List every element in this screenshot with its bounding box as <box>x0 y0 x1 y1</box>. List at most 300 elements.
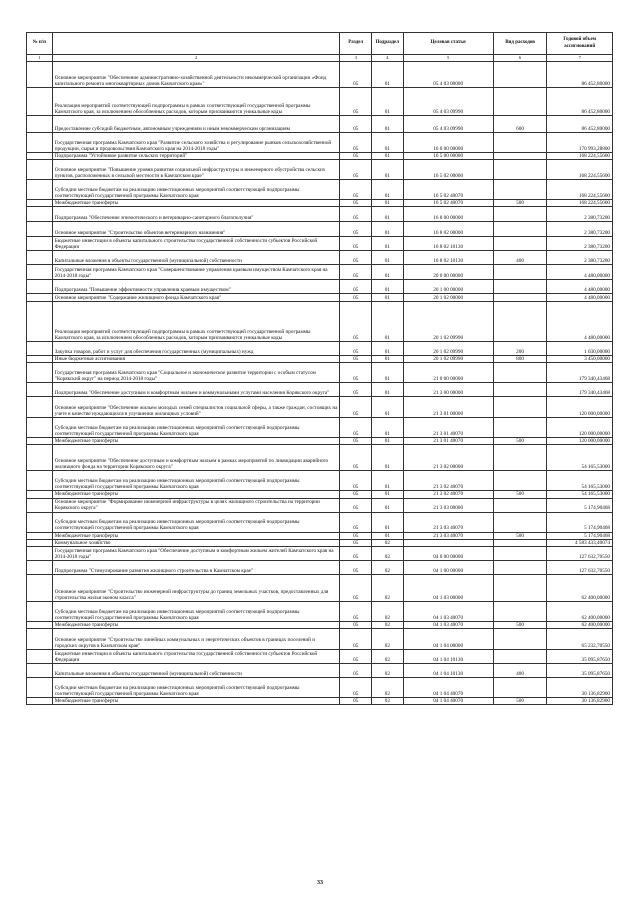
row-name-cell: Государственная программа Камчатского края "Совершенствование управления краевым имуществом Камчатского края на 2014-2018 годы" <box>52 265 340 280</box>
row-amount-cell: 179 340,43468 <box>547 383 613 397</box>
row-target-cell: 05 4 03 00000 <box>403 62 493 88</box>
row-subsection-cell: 01 <box>372 160 404 180</box>
table-row <box>27 62 613 88</box>
row-num-cell <box>27 207 53 222</box>
row-target-cell: 21 0 00 00000 <box>403 363 493 383</box>
row-type-cell <box>493 601 547 621</box>
row-subsection-cell: 02 <box>372 539 404 546</box>
header-section: Раздел <box>340 33 372 55</box>
row-name-cell: Подпрограмма "Устойчивое развитие сельских территорий" <box>52 153 340 160</box>
row-num-cell <box>27 363 53 383</box>
row-num-cell <box>27 512 53 532</box>
row-subsection-cell: 01 <box>372 153 404 160</box>
row-target-cell: 16 8 02 10130 <box>403 251 493 265</box>
row-target-cell: 16 5 02 40070 <box>403 200 493 207</box>
table-row <box>27 265 613 280</box>
table-row <box>27 438 613 445</box>
row-amount-cell: 35 095,87650 <box>547 649 613 663</box>
row-amount-cell: 2 380,73200 <box>547 237 613 251</box>
row-num-cell <box>27 180 53 200</box>
row-amount-cell: 86 452,80000 <box>547 116 613 133</box>
row-amount-cell: 5 174,90468 <box>547 498 613 512</box>
row-section-cell: 05 <box>340 153 372 160</box>
row-type-cell <box>493 207 547 222</box>
row-subsection-cell: 02 <box>372 677 404 697</box>
table-row <box>27 621 613 628</box>
table-row <box>27 601 613 621</box>
row-subsection-cell: 01 <box>372 265 404 280</box>
row-num-cell <box>27 649 53 663</box>
budget-table <box>26 32 613 705</box>
row-type-cell: 500 <box>493 532 547 539</box>
table-row <box>27 180 613 200</box>
row-target-cell: 20 1 00 00000 <box>403 280 493 294</box>
row-name-cell: Основное мероприятие "Содержание жилищного фонда Камчатского края" <box>52 294 340 302</box>
row-num-cell <box>27 265 53 280</box>
row-name-cell: Межбюджетные трансферты <box>52 621 340 628</box>
row-section-cell: 05 <box>340 222 372 237</box>
row-subsection-cell: 01 <box>372 418 404 438</box>
row-subsection-cell: 01 <box>372 294 404 302</box>
table-row <box>27 418 613 438</box>
column-number: 4 <box>372 55 404 62</box>
table-row <box>27 498 613 512</box>
table-row <box>27 649 613 663</box>
row-num-cell <box>27 621 53 628</box>
row-subsection-cell: 01 <box>372 471 404 491</box>
row-type-cell <box>493 62 547 88</box>
row-subsection-cell: 02 <box>372 574 404 601</box>
row-num-cell <box>27 628 53 649</box>
row-amount-cell: 2 380,73200 <box>547 222 613 237</box>
table-row <box>27 512 613 532</box>
row-name-cell: Бюджетные инвестиции в объекты капитального строительства государственной собственности субъектов Российской Федерации <box>52 237 340 251</box>
row-section-cell: 05 <box>340 560 372 574</box>
row-amount-cell: 86 452,80000 <box>547 62 613 88</box>
table-row <box>27 280 613 294</box>
row-target-cell: 21 3 02 40070 <box>403 471 493 491</box>
row-num-cell <box>27 160 53 180</box>
row-section-cell: 05 <box>340 621 372 628</box>
row-amount-cell: 5 174,90468 <box>547 512 613 532</box>
row-target-cell: 21 3 01 40070 <box>403 438 493 445</box>
row-name-cell: Субсидии местным бюджетам на реализацию инвестиционных мероприятий соответствующей подпрограммы соответствующей государственной программы Камчатского края <box>52 677 340 697</box>
row-section-cell: 05 <box>340 200 372 207</box>
table-row <box>27 207 613 222</box>
row-section-cell: 05 <box>340 180 372 200</box>
row-num-cell <box>27 397 53 418</box>
header-target: Целевая статья <box>403 33 493 55</box>
row-num-cell <box>27 280 53 294</box>
table-row <box>27 677 613 697</box>
row-section-cell: 05 <box>340 237 372 251</box>
row-section-cell: 05 <box>340 383 372 397</box>
row-target-cell: 04 1 04 10130 <box>403 649 493 663</box>
row-target-cell: 16 0 00 00000 <box>403 133 493 153</box>
row-section-cell: 05 <box>340 677 372 697</box>
row-type-cell: 400 <box>493 663 547 677</box>
row-amount-cell: 30 136,82900 <box>547 677 613 697</box>
row-type-cell <box>493 363 547 383</box>
row-type-cell <box>493 560 547 574</box>
row-subsection-cell: 01 <box>372 383 404 397</box>
row-num-cell <box>27 302 53 342</box>
row-amount-cell: 127 632,70550 <box>547 560 613 574</box>
row-num-cell <box>27 237 53 251</box>
row-name-cell: Основное мероприятие "Обеспечение административно-хозяйственной деятельности некоммерческой организации «Фонд капитального ремонта многоквартирных домов Камчатского края»" <box>52 62 340 88</box>
row-target-cell: 21 3 03 00000 <box>403 498 493 512</box>
row-type-cell: 500 <box>493 200 547 207</box>
row-section-cell: 05 <box>340 445 372 471</box>
row-subsection-cell: 02 <box>372 628 404 649</box>
row-subsection-cell: 01 <box>372 512 404 532</box>
row-num-cell <box>27 677 53 697</box>
row-subsection-cell: 02 <box>372 663 404 677</box>
row-section-cell: 05 <box>340 88 372 116</box>
row-type-cell: 800 <box>493 356 547 363</box>
row-amount-cell: 86 452,80000 <box>547 88 613 116</box>
row-name-cell: Закупка товаров, работ и услуг для обеспечения государственных (муниципальных) нужд <box>52 342 340 356</box>
row-num-cell <box>27 356 53 363</box>
table-row <box>27 222 613 237</box>
row-amount-cell: 168 224,55600 <box>547 153 613 160</box>
row-num-cell <box>27 560 53 574</box>
row-num-cell <box>27 438 53 445</box>
row-amount-cell: 179 340,43468 <box>547 363 613 383</box>
row-name-cell: Подпрограмма "Обеспечение эпизоотического и ветеринарно-санитарного благополучия" <box>52 207 340 222</box>
row-name-cell: Основное мероприятие "Повышение уровня развития социальной инфраструктуры и инженерного обустройства сельских пунктов, расположенных в сельской местности в Камчатском крае" <box>52 160 340 180</box>
row-target-cell: 21 3 03 40070 <box>403 512 493 532</box>
row-amount-cell: 120 000,00000 <box>547 418 613 438</box>
table-row <box>27 88 613 116</box>
row-amount-cell: 4 480,00000 <box>547 280 613 294</box>
row-name-cell: Капитальные вложения в объекты государственной (муниципальной) собственности <box>52 251 340 265</box>
row-amount-cell: 30 136,82900 <box>547 697 613 704</box>
row-num-cell <box>27 539 53 546</box>
row-section-cell: 05 <box>340 546 372 560</box>
row-num-cell <box>27 532 53 539</box>
row-type-cell <box>493 294 547 302</box>
table-row <box>27 363 613 383</box>
row-num-cell <box>27 62 53 88</box>
row-target-cell: 20 1 02 09990 <box>403 356 493 363</box>
row-subsection-cell: 02 <box>372 697 404 704</box>
row-type-cell <box>493 265 547 280</box>
row-name-cell: Основное мероприятие "Строительство объектов ветеринарного назначения" <box>52 222 340 237</box>
row-subsection-cell: 01 <box>372 180 404 200</box>
row-amount-cell: 2 380,73200 <box>547 251 613 265</box>
row-type-cell <box>493 180 547 200</box>
row-target-cell: 21 3 01 40070 <box>403 418 493 438</box>
table-row <box>27 445 613 471</box>
row-subsection-cell: 01 <box>372 133 404 153</box>
row-section-cell: 05 <box>340 663 372 677</box>
row-type-cell: 500 <box>493 491 547 498</box>
row-type-cell <box>493 160 547 180</box>
column-number-row <box>27 55 613 62</box>
row-target-cell: 16 5 02 00000 <box>403 160 493 180</box>
row-subsection-cell: 02 <box>372 621 404 628</box>
row-type-cell <box>493 302 547 342</box>
row-num-cell <box>27 342 53 356</box>
row-section-cell: 05 <box>340 628 372 649</box>
row-target-cell: 21 3 02 00000 <box>403 445 493 471</box>
row-subsection-cell: 02 <box>372 546 404 560</box>
column-number: 5 <box>403 55 493 62</box>
row-section-cell: 05 <box>340 207 372 222</box>
header-type: Вид расходов <box>493 33 547 55</box>
row-type-cell <box>493 512 547 532</box>
row-type-cell <box>493 237 547 251</box>
table-body <box>27 62 613 705</box>
row-name-cell: Капитальные вложения в объекты государственной (муниципальной) собственности <box>52 663 340 677</box>
row-target-cell: 04 1 04 10130 <box>403 663 493 677</box>
row-amount-cell: 54 165,53000 <box>547 445 613 471</box>
row-section-cell: 05 <box>340 532 372 539</box>
column-number: 1 <box>27 55 53 62</box>
row-num-cell <box>27 153 53 160</box>
row-type-cell <box>493 222 547 237</box>
row-target-cell: 04 1 04 00000 <box>403 628 493 649</box>
row-name-cell: Основное мероприятие "Формирование инженерной инфраструктуры в целях жилищного строительства на территории Корякского округа" <box>52 498 340 512</box>
table-row <box>27 397 613 418</box>
header-amount: Годовой объем ассигнований <box>547 33 613 55</box>
row-type-cell: 400 <box>493 251 547 265</box>
row-name-cell: Субсидии местным бюджетам на реализацию инвестиционных мероприятий соответствующей подпрограммы соответствующей государственной программы Камчатского края <box>52 601 340 621</box>
row-section-cell: 05 <box>340 62 372 88</box>
row-amount-cell: 4 583 433,40074 <box>547 539 613 546</box>
row-section-cell: 05 <box>340 265 372 280</box>
row-target-cell: 05 4 03 09990 <box>403 88 493 116</box>
row-target-cell: 16 8 02 00000 <box>403 222 493 237</box>
row-name-cell: Государственная программа Камчатского края "Развитие сельского хозяйства и регулирование рынков сельскохозяйственной продукции, сырья и продовольствия Камчатского края на 2014-2018 годы" <box>52 133 340 153</box>
row-subsection-cell: 01 <box>372 498 404 512</box>
row-name-cell: Основное мероприятие "Обеспечение доступным и комфортным жильем в рамках мероприятий по ликвидации аварийного жилищного фонда на территории Корякского округа" <box>52 445 340 471</box>
row-type-cell <box>493 383 547 397</box>
table-row <box>27 356 613 363</box>
row-num-cell <box>27 601 53 621</box>
row-type-cell <box>493 498 547 512</box>
row-name-cell: Субсидии местным бюджетам на реализацию инвестиционных мероприятий соответствующей подпрограммы соответствующей государственной программы Камчатского края <box>52 180 340 200</box>
table-row <box>27 237 613 251</box>
row-section-cell: 05 <box>340 601 372 621</box>
row-section-cell: 05 <box>340 574 372 601</box>
row-subsection-cell: 01 <box>372 251 404 265</box>
column-number: 6 <box>493 55 547 62</box>
row-target-cell: 21 3 02 40070 <box>403 491 493 498</box>
table-row <box>27 560 613 574</box>
row-subsection-cell: 01 <box>372 397 404 418</box>
budget-table-page <box>26 32 613 705</box>
row-target-cell: 20 1 02 00000 <box>403 294 493 302</box>
row-type-cell <box>493 574 547 601</box>
row-target-cell: 20 0 00 00000 <box>403 265 493 280</box>
row-name-cell: Иные бюджетные ассигнования <box>52 356 340 363</box>
row-type-cell <box>493 418 547 438</box>
row-section-cell: 05 <box>340 294 372 302</box>
row-type-cell <box>493 546 547 560</box>
row-target-cell: 20 1 02 09990 <box>403 302 493 342</box>
table-row <box>27 471 613 491</box>
row-num-cell <box>27 294 53 302</box>
row-amount-cell: 35 095,87650 <box>547 663 613 677</box>
row-subsection-cell: 01 <box>372 62 404 88</box>
row-target-cell: 16 5 00 00000 <box>403 153 493 160</box>
row-section-cell: 05 <box>340 160 372 180</box>
row-amount-cell: 168 224,55600 <box>547 180 613 200</box>
row-name-cell: Субсидии местным бюджетам на реализацию инвестиционных мероприятий соответствующей подпрограммы соответствующей государственной программы Камчатского края <box>52 418 340 438</box>
row-name-cell: Реализация мероприятий соответствующей подпрограммы в рамках соответствующей государственной программы Камчатского края, за исключением обособленных расходов, которым присваиваются уникальные коды <box>52 302 340 342</box>
row-name-cell: Субсидии местным бюджетам на реализацию инвестиционных мероприятий соответствующей подпрограммы соответствующей государственной программы Камчатского края <box>52 512 340 532</box>
row-target-cell: 16 8 02 10130 <box>403 237 493 251</box>
row-subsection-cell: 01 <box>372 302 404 342</box>
table-row <box>27 200 613 207</box>
table-row <box>27 153 613 160</box>
row-subsection-cell: 01 <box>372 88 404 116</box>
row-num-cell <box>27 200 53 207</box>
row-subsection-cell: 02 <box>372 649 404 663</box>
row-amount-cell: 3 450,00000 <box>547 356 613 363</box>
row-amount-cell: 54 165,53000 <box>547 471 613 491</box>
row-name-cell: Субсидии местным бюджетам на реализацию инвестиционных мероприятий соответствующей подпрограммы соответствующей государственной программы Камчатского края <box>52 471 340 491</box>
row-name-cell: Межбюджетные трансферты <box>52 697 340 704</box>
column-number: 2 <box>52 55 340 62</box>
table-row <box>27 342 613 356</box>
row-num-cell <box>27 663 53 677</box>
row-num-cell <box>27 383 53 397</box>
row-target-cell: 16 5 02 40070 <box>403 180 493 200</box>
row-subsection-cell: 01 <box>372 342 404 356</box>
row-section-cell: 05 <box>340 512 372 532</box>
row-type-cell <box>493 153 547 160</box>
row-target-cell: 04 1 03 40070 <box>403 621 493 628</box>
row-type-cell <box>493 445 547 471</box>
row-section-cell: 05 <box>340 471 372 491</box>
row-section-cell: 05 <box>340 498 372 512</box>
row-section-cell: 05 <box>340 342 372 356</box>
row-target-cell: 20 1 02 09990 <box>403 342 493 356</box>
row-target-cell: 04 0 00 00000 <box>403 546 493 560</box>
row-amount-cell: 120 000,00000 <box>547 438 613 445</box>
row-type-cell: 500 <box>493 621 547 628</box>
row-type-cell <box>493 539 547 546</box>
row-target-cell: 21 3 03 40070 <box>403 532 493 539</box>
row-name-cell: Основное мероприятие "Строительство линейных коммунальных и энергетических объектов в границах поселений и городских округов в Камчатском крае" <box>52 628 340 649</box>
row-type-cell <box>493 88 547 116</box>
row-section-cell: 05 <box>340 251 372 265</box>
table-row <box>27 532 613 539</box>
row-section-cell: 05 <box>340 697 372 704</box>
row-subsection-cell: 01 <box>372 491 404 498</box>
row-section-cell: 05 <box>340 116 372 133</box>
row-target-cell: 04 1 04 40070 <box>403 677 493 697</box>
table-row <box>27 383 613 397</box>
row-section-cell: 05 <box>340 491 372 498</box>
row-target-cell <box>403 539 493 546</box>
row-section-cell: 05 <box>340 649 372 663</box>
row-section-cell: 05 <box>340 302 372 342</box>
row-target-cell: 21 3 01 00000 <box>403 397 493 418</box>
row-num-cell <box>27 222 53 237</box>
table-row <box>27 116 613 133</box>
table-header-row <box>27 33 613 55</box>
row-amount-cell: 1 030,00000 <box>547 342 613 356</box>
row-subsection-cell: 01 <box>372 532 404 539</box>
row-name-cell: Основное мероприятие "Обеспечение жильем молодых семей специалистов социальной сферы, а также граждан, состоящих на учете в качестве нуждающихся в улучшении жилищных условий" <box>52 397 340 418</box>
table-row <box>27 628 613 649</box>
row-num-cell <box>27 574 53 601</box>
table-row <box>27 697 613 704</box>
row-num-cell <box>27 418 53 438</box>
row-type-cell <box>493 280 547 294</box>
row-num-cell <box>27 445 53 471</box>
row-amount-cell: 168 224,55600 <box>547 160 613 180</box>
row-name-cell: Межбюджетные трансферты <box>52 532 340 539</box>
table-row <box>27 574 613 601</box>
row-type-cell: 500 <box>493 697 547 704</box>
row-subsection-cell: 01 <box>372 445 404 471</box>
row-amount-cell: 2 380,73200 <box>547 207 613 222</box>
column-number: 3 <box>340 55 372 62</box>
row-name-cell: Реализация мероприятий соответствующей подпрограммы в рамках соответствующей государственной программы Камчатского края, за исключением обособленных расходов, которым присваиваются уникальные коды <box>52 88 340 116</box>
row-subsection-cell: 01 <box>372 207 404 222</box>
table-row <box>27 302 613 342</box>
row-amount-cell: 168 224,55600 <box>547 200 613 207</box>
row-section-cell: 05 <box>340 363 372 383</box>
header-num: № п/п <box>27 33 53 55</box>
table-row <box>27 663 613 677</box>
row-section-cell: 05 <box>340 539 372 546</box>
row-target-cell: 04 1 03 40070 <box>403 601 493 621</box>
row-type-cell <box>493 649 547 663</box>
row-name-cell: Подпрограмма "Повышение эффективности управления краевым имуществом" <box>52 280 340 294</box>
row-target-cell: 04 1 04 40070 <box>403 697 493 704</box>
table-row <box>27 160 613 180</box>
row-amount-cell: 4 480,00000 <box>547 302 613 342</box>
row-amount-cell: 62 400,00000 <box>547 621 613 628</box>
row-subsection-cell: 01 <box>372 222 404 237</box>
row-subsection-cell: 01 <box>372 237 404 251</box>
row-section-cell: 05 <box>340 418 372 438</box>
row-target-cell: 04 1 00 00000 <box>403 560 493 574</box>
row-num-cell <box>27 116 53 133</box>
row-name-cell: Государственная программа Камчатского края "Обеспечение доступным и комфортным жильем жителей Камчатского края на 2014-2018 годы" <box>52 546 340 560</box>
row-type-cell <box>493 677 547 697</box>
row-subsection-cell: 01 <box>372 280 404 294</box>
row-subsection-cell: 01 <box>372 438 404 445</box>
row-name-cell: Подпрограмма "Обеспечение доступным и комфортным жильем и коммунальными услугами населения Корякского округа" <box>52 383 340 397</box>
row-amount-cell: 62 400,00000 <box>547 601 613 621</box>
row-type-cell: 500 <box>493 438 547 445</box>
row-name-cell: Коммунальное хозяйство <box>52 539 340 546</box>
row-amount-cell: 4 480,00000 <box>547 294 613 302</box>
table-row <box>27 133 613 153</box>
row-name-cell: Основное мероприятие "Строительство инженерной инфраструктуры до границ земельных участков, предоставленных для строительства жилья эконом класса" <box>52 574 340 601</box>
row-name-cell: Государственная программа Камчатского края "Социальное и экономическое развитие территории с особым статусом "Корякский округ" на период 2014-2018 годы" <box>52 363 340 383</box>
row-name-cell: Бюджетные инвестиции в объекты капитального строительства государственной собственности субъектов Российской Федерации <box>52 649 340 663</box>
row-amount-cell: 4 480,00000 <box>547 265 613 280</box>
row-subsection-cell: 02 <box>372 601 404 621</box>
table-row <box>27 294 613 302</box>
row-num-cell <box>27 251 53 265</box>
row-type-cell <box>493 133 547 153</box>
row-target-cell: 05 4 03 09990 <box>403 116 493 133</box>
row-name-cell: Межбюджетные трансферты <box>52 491 340 498</box>
row-amount-cell: 54 165,53000 <box>547 491 613 498</box>
row-type-cell <box>493 628 547 649</box>
row-type-cell: 200 <box>493 342 547 356</box>
row-section-cell: 05 <box>340 356 372 363</box>
